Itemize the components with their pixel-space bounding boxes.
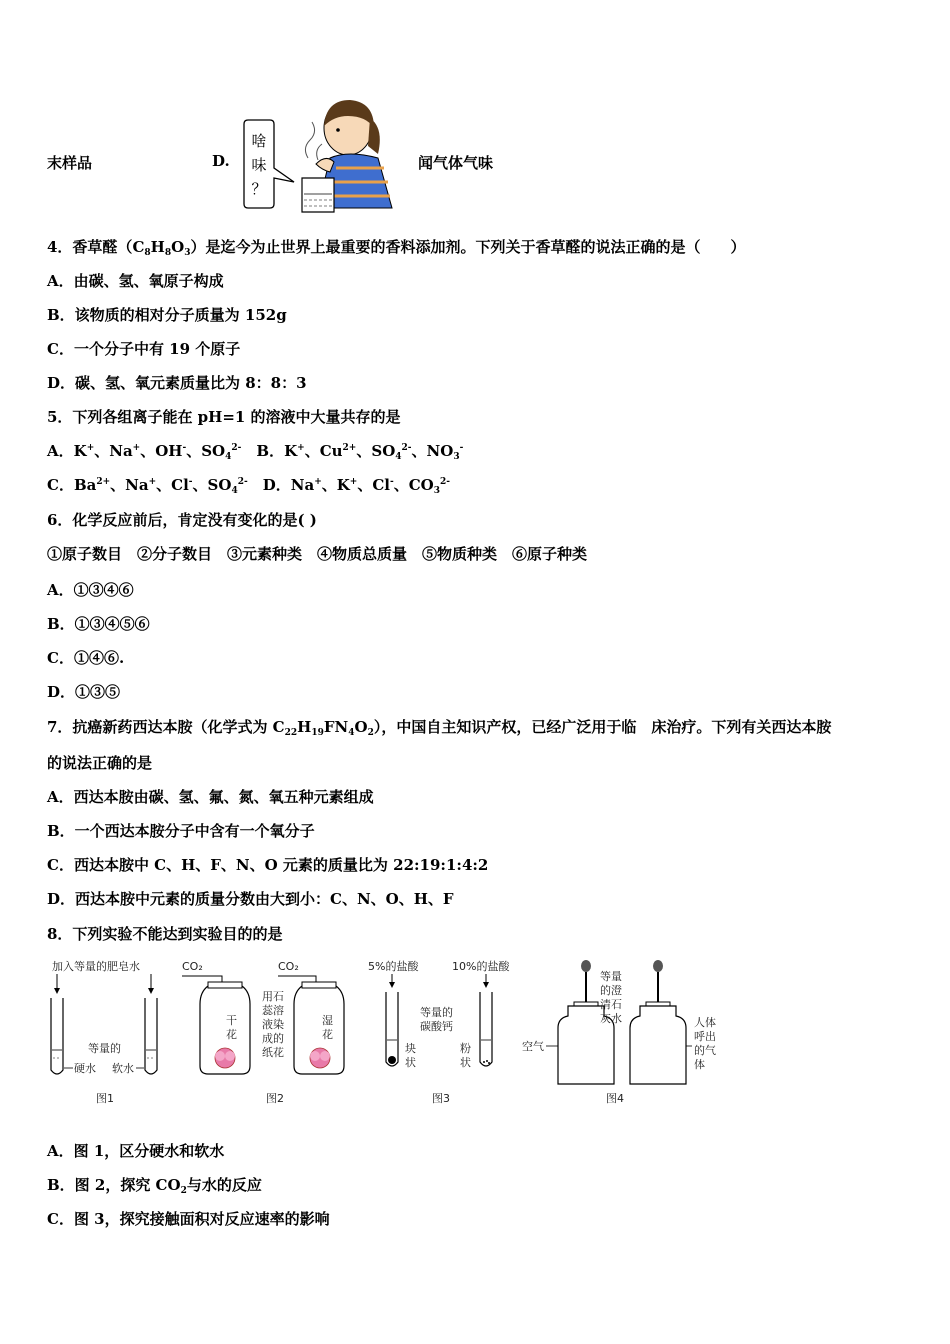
figure-2-co2-water [182,960,344,1105]
fig2-dry-2: 花 [226,1028,237,1041]
figure-4-limewater [522,960,716,1105]
fig2-caption: 图2 [266,1092,284,1105]
smell-gas-illustration [238,98,398,216]
option-d-label: D. [212,152,230,170]
fig2-wet-1: 湿 [322,1014,333,1027]
fig3-powder-1: 粉 [460,1042,471,1055]
fig3-left-acid: 5%的盐酸 [368,960,419,973]
q4-stem: 4．香草醛$(C_8H_8O_3)$是迄今为止世界上最重要的香料添加剂。下列关于香草醛的说法正确的是（ ） [47,238,746,258]
fig3-lump-1: 块 [405,1042,416,1055]
fig1-caption: 图1 [96,1092,114,1105]
fig1-hard-water-label: 硬水 [74,1062,96,1075]
fig1-top-label: 加入等量的肥皂水 [52,960,140,973]
bubble-char-1: 啥 [251,132,267,150]
fig2-dry-1: 干 [226,1014,237,1027]
fig2-note-4: 成的 [262,1032,284,1045]
q4-option-c: C．一个分子中有 19 个原子 [47,340,241,358]
q7-option-c: C．西达本胺中 C、H、F、N、O 元素的质量比为 22:19:1:4:2 [47,856,489,874]
bubble-char-2: 味 [251,156,267,174]
q4-option-a: A．由碳、氢、氧原子构成 [47,272,224,290]
q6-option-a: A．①③④⑥ [47,581,134,599]
q6-option-c: C．①④⑥. [47,649,125,667]
q7-stem-cont: 的说法正确的是 [47,754,153,772]
top-left-text: 末样品 [47,154,93,172]
q5-stem: 5．下列各组离子能在 pH=1 的溶液中大量共存的是 [47,408,401,426]
fig3-powder-2: 状 [460,1056,471,1069]
fig4-top-1: 等量 [600,970,622,983]
fig1-mid-label: 等量的 [88,1042,121,1055]
fig2-note-2: 蕊溶 [262,1004,284,1017]
q8-stem: 8．下列实验不能达到实验目的的是 [47,925,283,943]
fig1-soft-water-label: 软水 [112,1062,134,1075]
q7-option-a: A．西达本胺由碳、氢、氟、氮、氧五种元素组成 [47,788,374,806]
q6-option-b: B．①③④⑤⑥ [47,615,150,633]
fig2-co2-left: CO₂ [182,960,203,973]
fig4-air-label: 空气 [522,1040,544,1053]
fig4-top-2: 的澄 [600,984,622,997]
fig3-caption: 图3 [432,1092,450,1105]
figure-3-surface-area [368,959,510,1105]
fig4-breath-4: 体 [694,1058,705,1071]
fig3-lump-2: 状 [405,1056,416,1069]
q7-stem: 7．抗癌新药西达本胺（化学式为 $C_{22}H_{19}FN_4O_2$），中国自主知识产权，已经广泛用于临 床治疗。下列有关西达本胺 [47,718,832,738]
fig3-mid-2: 碳酸钙 [420,1020,453,1033]
fig4-top-4: 灰水 [600,1012,622,1025]
fig4-breath-2: 呼出 [694,1030,716,1043]
q5-options-cd: C．$Ba^{2+}$、Na+、Cl-、$SO_4^{2-}$ D．Na+、K+、Cl-、$CO_3^{2-}$ [47,476,450,496]
q8-option-a: A．图 1，区分硬水和软水 [47,1142,225,1160]
fig3-mid-1: 等量的 [420,1006,453,1019]
fig4-top-3: 清石 [600,998,622,1011]
bubble-char-3: ？ [251,180,267,198]
fig2-wet-2: 花 [322,1028,333,1041]
q4-option-b: B．该物质的相对分子质量为 152g [47,306,287,324]
q8-experiment-figures [40,958,740,1108]
fig2-note-1: 用石 [262,990,284,1003]
q4-option-d: D．碳、氢、氧元素质量比为 8：8：3 [47,374,307,392]
q8-option-c: C．图 3，探究接触面积对反应速率的影响 [47,1210,330,1228]
fig2-co2-right: CO₂ [278,960,299,973]
fig4-caption: 图4 [606,1092,624,1105]
fig4-breath-1: 人体 [694,1016,716,1029]
top-right-text: 闻气体气味 [418,154,494,172]
fig3-right-acid: 10%的盐酸 [452,960,510,973]
q6-items: ①原子数目 ②分子数目 ③元素种类 ④物质总质量 ⑤物质种类 ⑥原子种类 [47,545,588,563]
fig4-breath-3: 的气 [694,1044,716,1057]
q6-stem: 6．化学反应前后，肯定没有变化的是( ) [47,511,317,529]
fig2-note-5: 纸花 [262,1046,284,1059]
q5-options-ab: A．K+、Na+、OH-、$SO_4^{2-}$ B．K+、$Cu^{2+}$、$SO_4^{2-}$、$NO_3^-$ [47,442,464,462]
q6-option-d: D．①③⑤ [47,683,121,701]
q8-option-b: B．图 2，探究 $CO_2$与水的反应 [47,1176,262,1196]
q7-option-d: D．西达本胺中元素的质量分数由大到小：C、N、O、H、F [47,890,454,908]
figure-1-hard-soft-water [51,959,157,1105]
q7-option-b: B．一个西达本胺分子中含有一个氧分子 [47,822,315,840]
fig2-note-3: 液染 [262,1018,284,1031]
